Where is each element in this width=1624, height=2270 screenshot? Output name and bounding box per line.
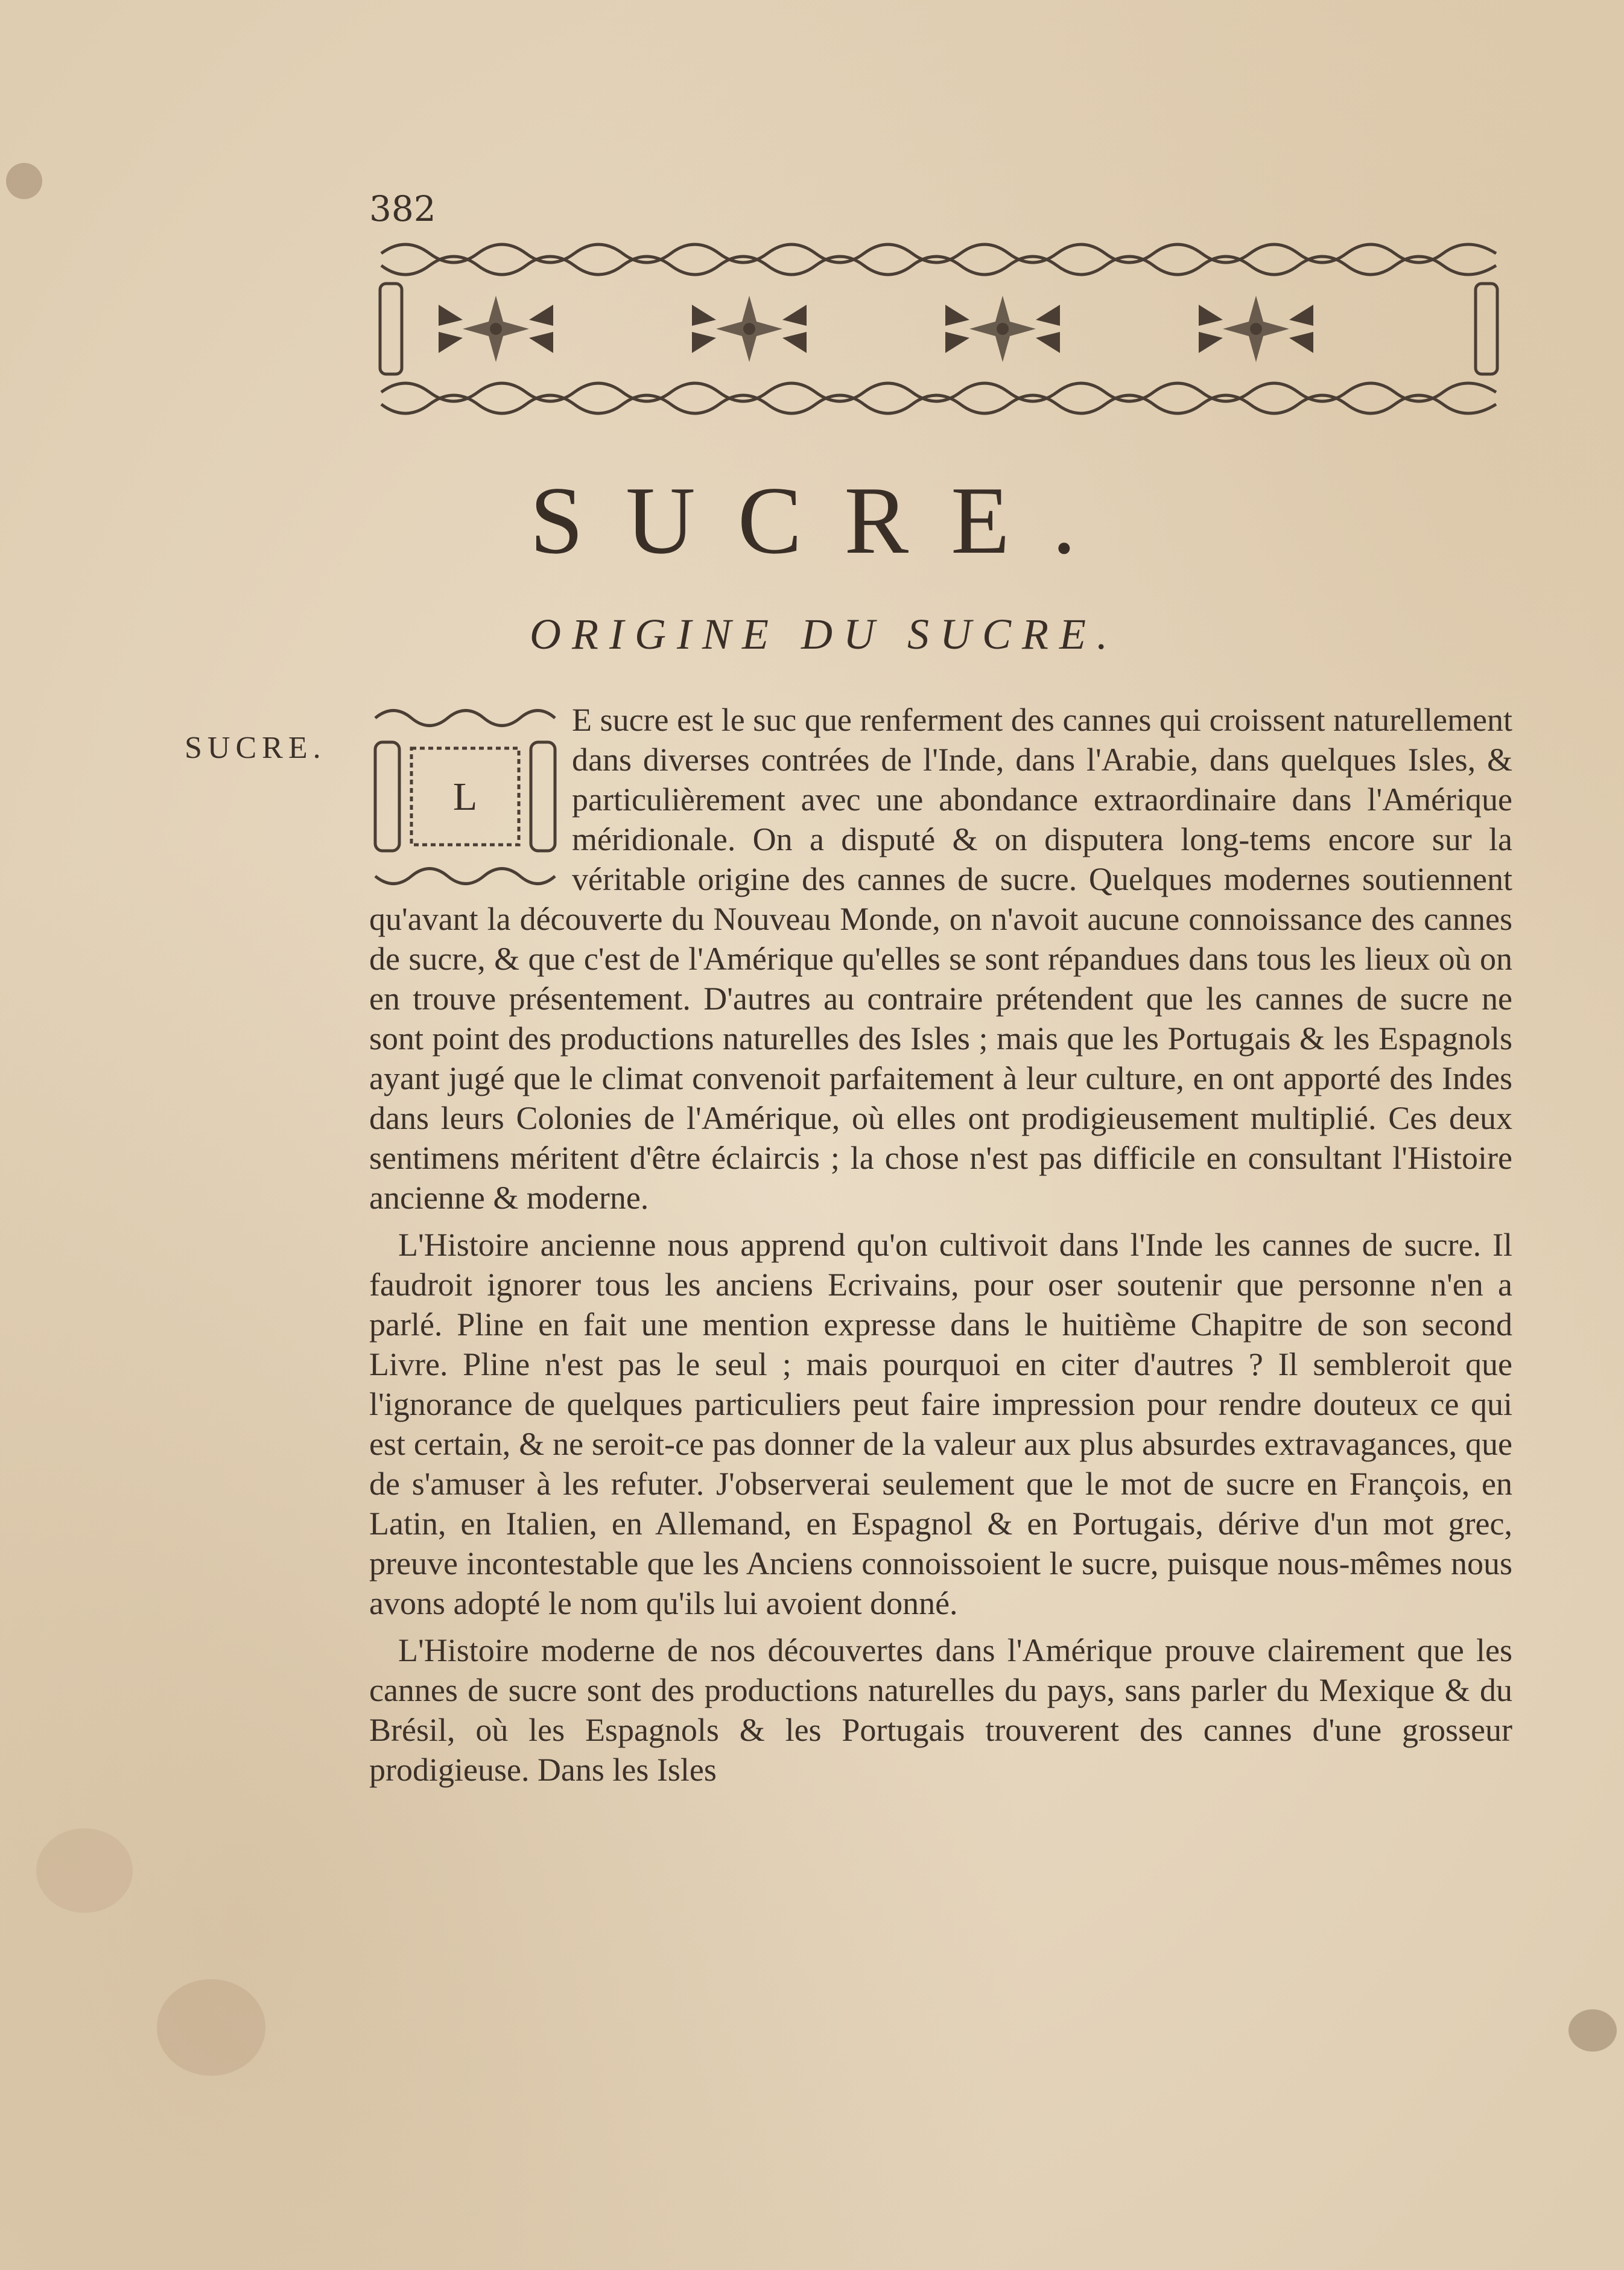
paragraph: L'Histoire ancienne nous apprend qu'on cultivoit dans l'Inde les cannes de sucre. Il faudroit ignorer tous les anciens Ecrivains, pour oser soutenir que personne n'en a parlé. Pline en fait une mention expresse dans le huitième Chapitre de son second Livre. Pline n'est pas le seul ; mais pourquoi en citer d'autres ? Il sembleroit que l'ignorance de quelques particuliers peut faire impression pour rendre douteux ce qui est certain, & ne seroit-ce pas donner de la valeur aux plus absurdes extravagances, que de s'amuser à les refuter. J'observerai seulement que le mot de sucre en François, en Latin, en Italien, en Allemand, en Espagnol & en Portugais, dérive d'un mot grec, preuve incontestable que les Anciens connoissoient le sucre, puisque nous-mêmes nous avons adopté le nom qu'ils lui avoient donné. [369, 1227, 1512, 1621]
paragraph: L'Histoire moderne de nos découvertes dans l'Amérique prouve clairement que les cannes de sucre sont des productions naturelles du pays, sans parler du Mexique & du Brésil, où les Espagnols & les Portugais trouverent des cannes d'une grosseur prodigieuse. Dans les Isles [369, 1632, 1512, 1788]
ornamental-header-band [369, 229, 1508, 428]
paper-stain [6, 163, 42, 199]
paper-stain [157, 1979, 265, 2076]
chapter-title: SUCRE. [530, 466, 1118, 574]
section-subtitle: ORIGINE DU SUCRE. [530, 610, 1118, 658]
dropcap-letter: L [452, 775, 478, 819]
margin-note: SUCRE. [185, 731, 326, 765]
body-text [369, 700, 1512, 1797]
paper-stain [1568, 2009, 1617, 2052]
paper-stain [36, 1828, 133, 1913]
dropcap-ornament [369, 700, 561, 894]
page-number: 382 [369, 188, 436, 229]
paragraph: E sucre est le suc que renferment des cannes qui croissent naturellement dans diverses contrées de l'Inde, dans l'Arabie, dans quelques Isles, & particulièrement avec une abondance extraordinaire dans l'Amérique méridionale. On a disputé & on disputera long-tems encore sur la véritable origine des cannes de sucre. Quelques modernes soutiennent qu'avant la découverte du Nouveau Monde, on n'avoit aucune connoissance des cannes de sucre, & que c'est de l'Amérique qu'elles se sont répandues dans tous les lieux où on en trouve présentement. D'autres au contraire prétendent que les cannes de sucre ne sont point des productions naturelles des Isles ; mais que les Portugais & les Espagnols ayant jugé que le climat convenoit parfaitement à leur culture, en ont apporté des Indes dans leurs Colonies de l'Amérique, où elles ont prodigieusement multiplié. Ces deux sentimens méritent d'être éclaircis ; la chose n'est pas difficile en consultant l'Histoire ancienne & moderne. [369, 702, 1512, 1216]
